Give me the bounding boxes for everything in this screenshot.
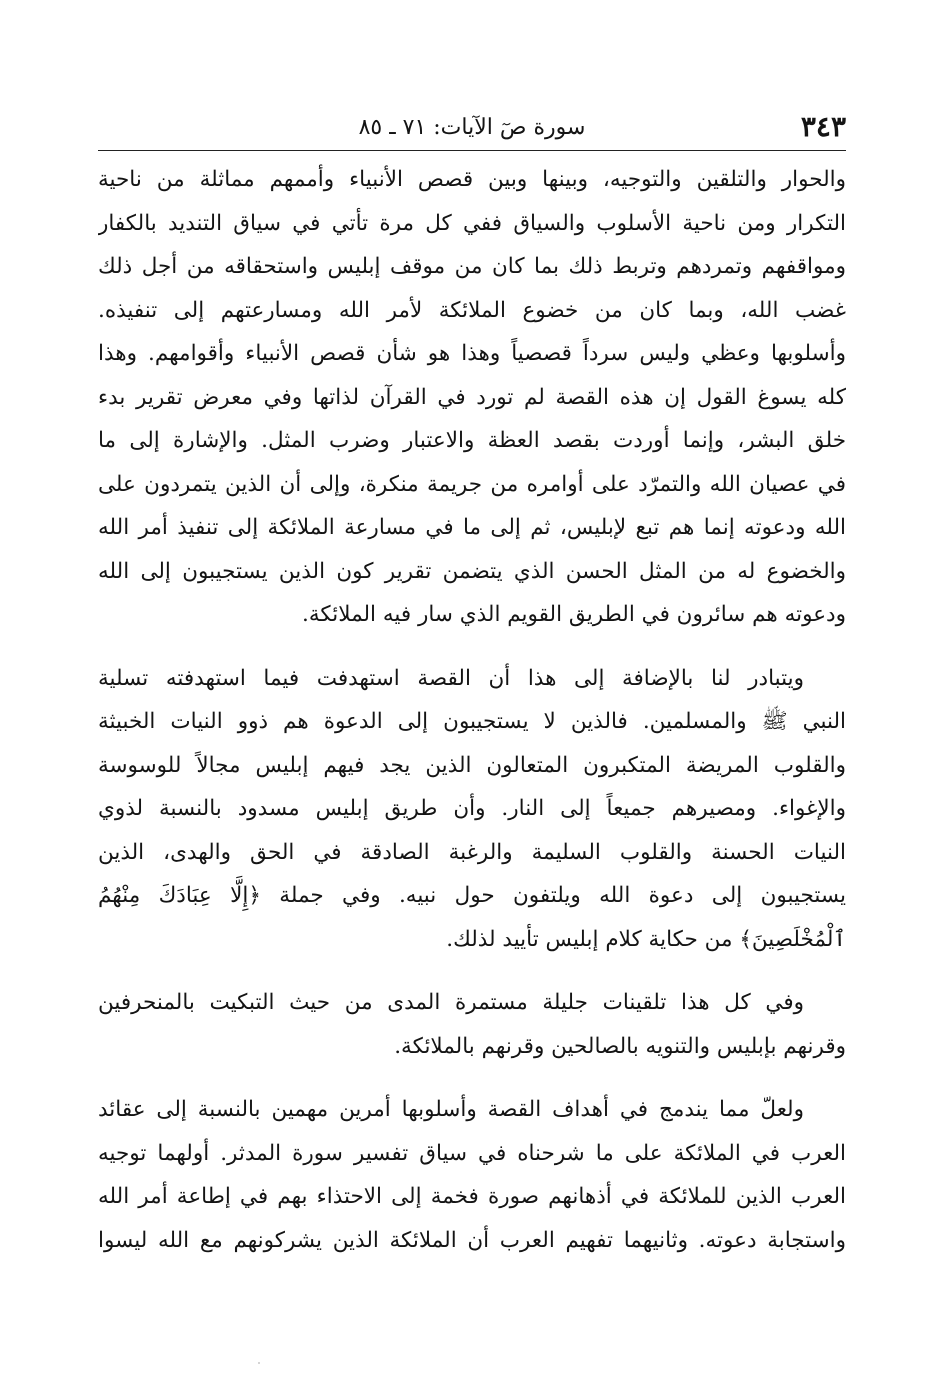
text-line: العرب الذين للملائكة في أذهانهم صورة فخمة إلى الاحتذاء بهم في إطاعة أمر الله <box>98 1184 846 1209</box>
running-title: سورة صٓ الآيات: ٧١ ـ ٨٥ <box>358 115 586 140</box>
text-line: ولعلّ مما يندمج في أهداف القصة وأسلوبها أمرين مهمين بالنسبة إلى عقائد <box>98 1097 804 1122</box>
text-line: وأسلوبها وعظي وليس سرداً قصصياً وهذا هو شأن قصص الأنبياء وأقوامهم. وهذا <box>98 341 846 366</box>
text-line: كله يسوغ القول إن هذه القصة لم تورد في القرآن لذاتها وفي معرض تقرير بدء <box>98 384 846 410</box>
text-line: التكرار ومن ناحية الأسلوب والسياق ففي كل مرة تأتي في سياق التنديد بالكفار <box>98 210 846 236</box>
text-line: النيات الحسنة والقلوب السليمة والرغبة الصادقة في الحق والهدى، الذين <box>98 839 846 865</box>
scan-speck <box>258 1362 260 1364</box>
page-number: ٣٤٣ <box>800 110 846 143</box>
text-line: الله ودعوته إنما هم تبع لإبليس، ثم إلى ما في مسارعة الملائكة إلى تنفيذ أمر الله <box>98 515 846 540</box>
paragraph-gap <box>98 1068 846 1088</box>
paragraph-2 <box>98 657 846 962</box>
text-line: يستجيبون إلى دعوة الله ويلتفون حول نبيه. وفي جملة ﴿إِلَّا عِبَادَكَ مِنْهُمُ <box>98 883 846 908</box>
paragraph-1 <box>98 158 846 637</box>
text-line: ودعوته هم سائرون في الطريق القويم الذي سار فيه الملائكة. <box>302 602 846 627</box>
page-body <box>98 158 846 1262</box>
text-line: في عصيان الله والتمرّد على أوامره من جريمة منكرة، وإلى أن الذين يتمردون على <box>98 471 846 497</box>
paragraph-gap <box>98 637 846 657</box>
text-line: ومواقفهم وتمردهم وتربط ذلك بما كان من موقف إبليس واستحقاقه من أجل ذلك <box>98 254 846 279</box>
text-line: واستجابة دعوته. وثانيهما تفهيم العرب أن الملائكة الذين يشركونهم مع الله ليسوا <box>98 1227 846 1253</box>
text-line: والخضوع له من المثل الحسن الذي يتضمن تقرير كون الذين يستجيبون إلى الله <box>98 558 846 584</box>
paragraph-gap <box>98 961 846 981</box>
text-line: وقرنهم بإبليس والتنويه بالصالحين وقرنهم بالملائكة. <box>394 1033 846 1059</box>
text-line: والقلوب المريضة المتكبرون المتعالون الذين يجد فيهم إبليس مجالاً للوسوسة <box>98 752 846 778</box>
page-header <box>98 110 846 150</box>
text-line: العرب في الملائكة على ما شرحناه في سياق تفسير سورة المدثر. أولهما توجيه <box>98 1140 846 1166</box>
text-line: وفي كل هذا تلقينات جليلة مستمرة المدى من حيث التبكيت بالمنحرفين <box>98 990 804 1015</box>
text-line: والحوار والتلقين والتوجيه، وبينها وبين قصص الأنبياء وأممهم مماثلة من ناحية <box>98 167 846 192</box>
header-divider <box>98 150 846 151</box>
text-line: ويتبادر لنا بالإضافة إلى هذا أن القصة استهدفت فيما استهدفته تسلية <box>98 665 804 691</box>
text-line: غضب الله، وبما كان من خضوع الملائكة لأمر الله ومسارعتهم إلى تنفيذه. <box>98 297 846 323</box>
text-line: ٱلْمُخْلَصِينَ﴾ من حكاية كلام إبليس تأييد لذلك. <box>446 926 846 952</box>
text-line: والإغواء. ومصيرهم جميعاً إلى النار. وأن طريق إبليس مسدود بالنسبة لذوي <box>98 796 846 821</box>
text-line: خلق البشر، وإنما أوردت بقصد العظة والاعتبار وضرب المثل. والإشارة إلى ما <box>98 428 846 453</box>
paragraph-3 <box>98 981 846 1068</box>
paragraph-4 <box>98 1088 846 1262</box>
text-line: النبي ﷺ والمسلمين. فالذين لا يستجيبون إلى الدعوة هم ذوو النيات الخبيثة <box>98 709 846 734</box>
